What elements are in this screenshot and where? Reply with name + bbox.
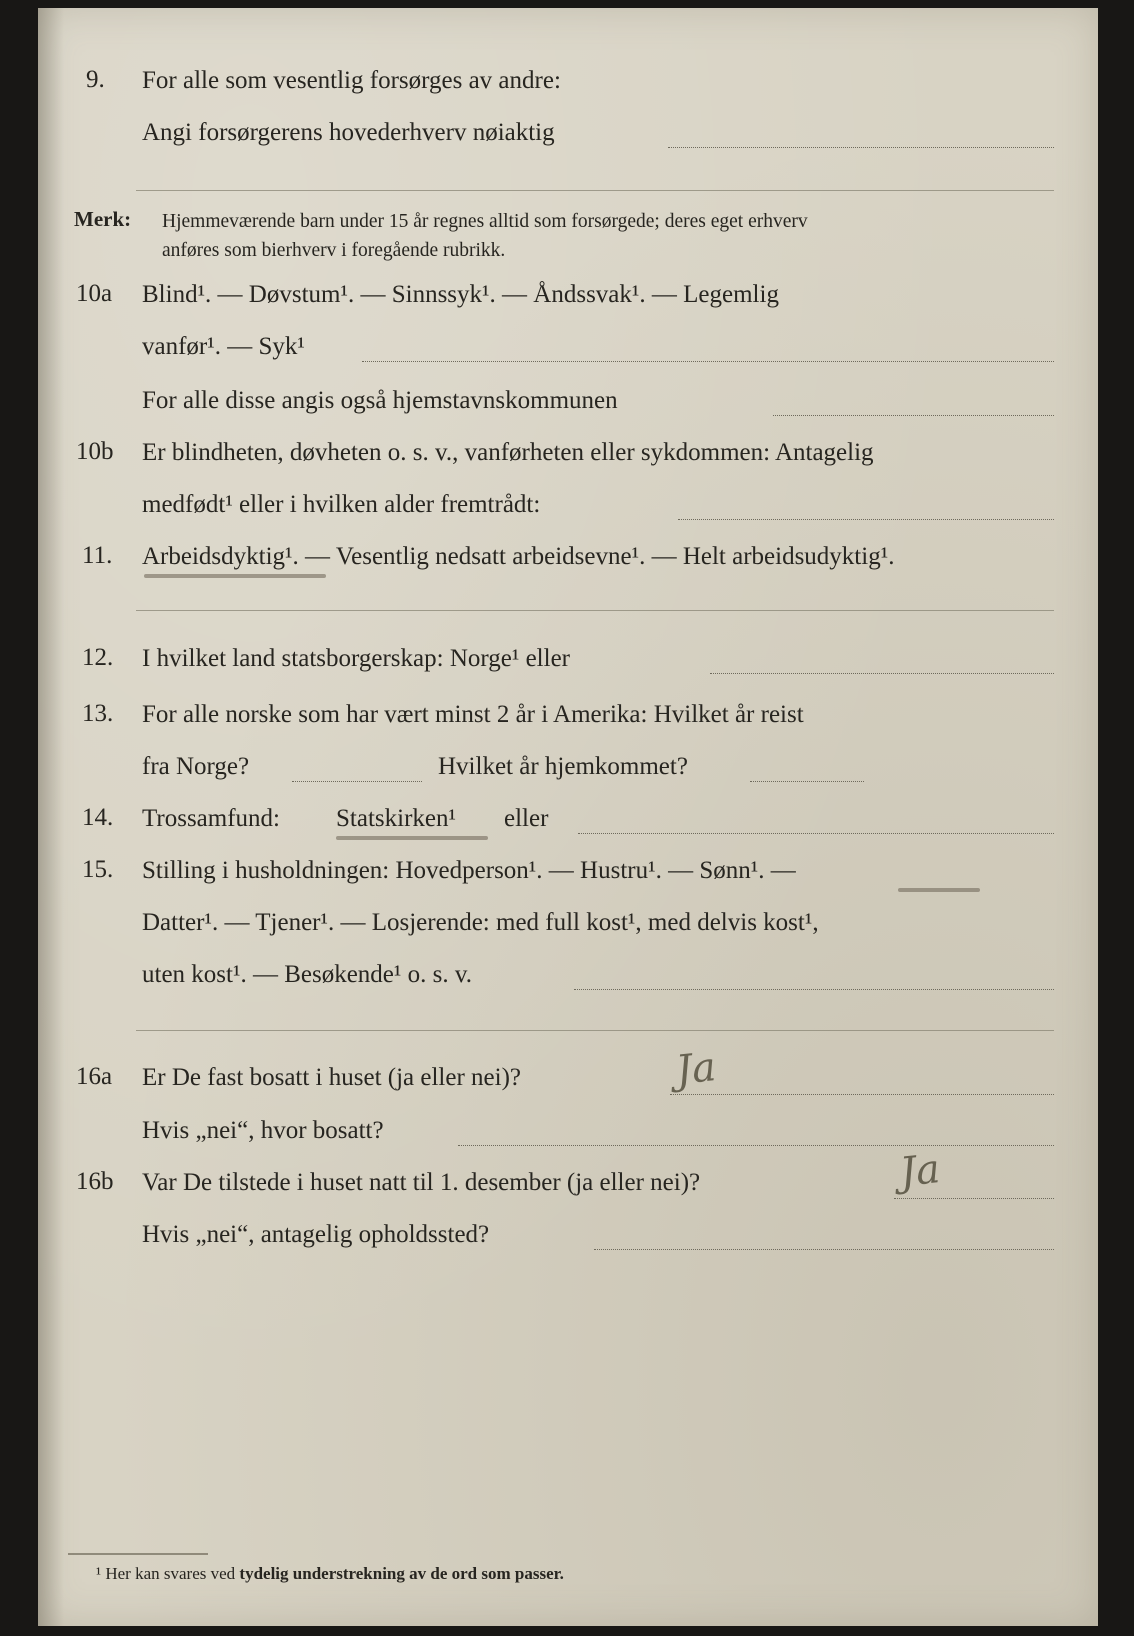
item-14-option-statskirken: Statskirken¹	[336, 805, 456, 832]
item-13-line-2b: Hvilket år hjemkommet?	[438, 753, 688, 780]
item-number-16b: 16b	[76, 1168, 114, 1195]
pencil-underline-statskirken	[336, 836, 488, 840]
note-line-2: anføres som bierhverv i foregående rubrikk.	[162, 240, 506, 261]
separator-rule-2	[136, 610, 1054, 611]
fill-line-14[interactable]	[578, 833, 1054, 834]
paper-sheet	[38, 8, 1098, 1626]
item-10b-line-1: Er blindheten, døvheten o. s. v., vanførheten eller sykdommen: Antagelig	[142, 439, 874, 466]
item-number-16a: 16a	[76, 1063, 113, 1090]
item-number-14: 14.	[82, 804, 114, 831]
fill-line-12[interactable]	[710, 673, 1054, 674]
item-16a-line-1: Er De fast bosatt i huset (ja eller nei)?	[142, 1064, 522, 1091]
item-10a-line-3: For alle disse angis også hjemstavnskommunen	[142, 387, 618, 414]
pencil-underline-sonn	[898, 888, 980, 892]
note-label-merk: Merk:	[74, 207, 132, 231]
fill-line-9[interactable]	[668, 147, 1054, 148]
footnote-text	[96, 1564, 564, 1584]
item-number-13: 13.	[82, 700, 114, 727]
item-number-9: 9.	[86, 66, 105, 93]
fill-line-10a-hjemstavn[interactable]	[773, 415, 1054, 416]
item-13-line-1: For alle norske som har vært minst 2 år i Amerika: Hvilket år reist	[142, 701, 804, 728]
item-10b-line-2: medfødt¹ eller i hvilken alder fremtrådt:	[142, 491, 541, 518]
fill-line-16a-hvor[interactable]	[458, 1145, 1054, 1146]
separator-rule-1	[136, 190, 1054, 191]
note-line-1: Hjemmeværende barn under 15 år regnes alltid som forsørgede; deres eget erhverv	[162, 211, 808, 232]
separator-rule-3	[136, 1030, 1054, 1031]
fill-line-15[interactable]	[574, 989, 1054, 990]
item-13-line-2a: fra Norge?	[142, 753, 250, 780]
handwriting-answer-16b: Ja	[897, 1146, 943, 1196]
item-16a-line-2: Hvis „nei“, hvor bosatt?	[142, 1117, 384, 1144]
item-15-line-1: Stilling i husholdningen: Hovedperson¹. — Hustru¹. — Sønn¹. —	[142, 857, 796, 884]
fill-line-10b[interactable]	[678, 519, 1054, 520]
fill-line-13-hjemkommet[interactable]	[750, 781, 864, 782]
footnote-marker: ¹	[96, 1564, 102, 1583]
item-14-label: Trossamfund:	[142, 805, 280, 832]
item-9-line-1: For alle som vesentlig forsørges av andre:	[142, 67, 561, 94]
handwriting-answer-16a: Ja	[673, 1044, 719, 1094]
pencil-underline-arbeidsdyktig	[144, 574, 326, 578]
fill-line-16a[interactable]	[670, 1094, 1054, 1095]
item-number-10a: 10a	[76, 280, 113, 307]
item-number-15: 15.	[82, 856, 114, 883]
fill-line-16b[interactable]	[894, 1198, 1054, 1199]
item-14-eller: eller	[504, 805, 549, 832]
item-number-10b: 10b	[76, 438, 114, 465]
item-10a-line-1: Blind¹. — Døvstum¹. — Sinnssyk¹. — Åndssvak¹. — Legemlig	[142, 281, 779, 308]
footnote-rule	[68, 1553, 208, 1555]
item-15-line-3: uten kost¹. — Besøkende¹ o. s. v.	[142, 961, 473, 988]
fill-line-16b-opphold[interactable]	[594, 1249, 1054, 1250]
footnote-text-before: Her kan svares ved	[105, 1564, 240, 1583]
item-16b-line-2: Hvis „nei“, antagelig opholdssted?	[142, 1221, 490, 1248]
item-number-12: 12.	[82, 644, 114, 671]
item-9-line-2: Angi forsørgerens hovederhverv nøiaktig	[142, 119, 555, 146]
footnote-text-bold: tydelig understrekning av de ord som passer.	[239, 1564, 564, 1583]
item-16b-line-1: Var De tilstede i huset natt til 1. desember (ja eller nei)?	[142, 1169, 701, 1196]
item-12-line-1: I hvilket land statsborgerskap: Norge¹ eller	[142, 645, 570, 672]
item-15-line-2: Datter¹. — Tjener¹. — Losjerende: med full kost¹, med delvis kost¹,	[142, 909, 819, 936]
census-form	[38, 8, 1098, 1626]
item-number-11: 11.	[82, 542, 113, 569]
item-10a-line-2: vanfør¹. — Syk¹	[142, 333, 305, 360]
item-11-line-1: Arbeidsdyktig¹. — Vesentlig nedsatt arbeidsevne¹. — Helt arbeidsudyktig¹.	[142, 543, 895, 570]
fill-line-13-fra-norge[interactable]	[292, 781, 422, 782]
fill-line-10a[interactable]	[362, 361, 1054, 362]
